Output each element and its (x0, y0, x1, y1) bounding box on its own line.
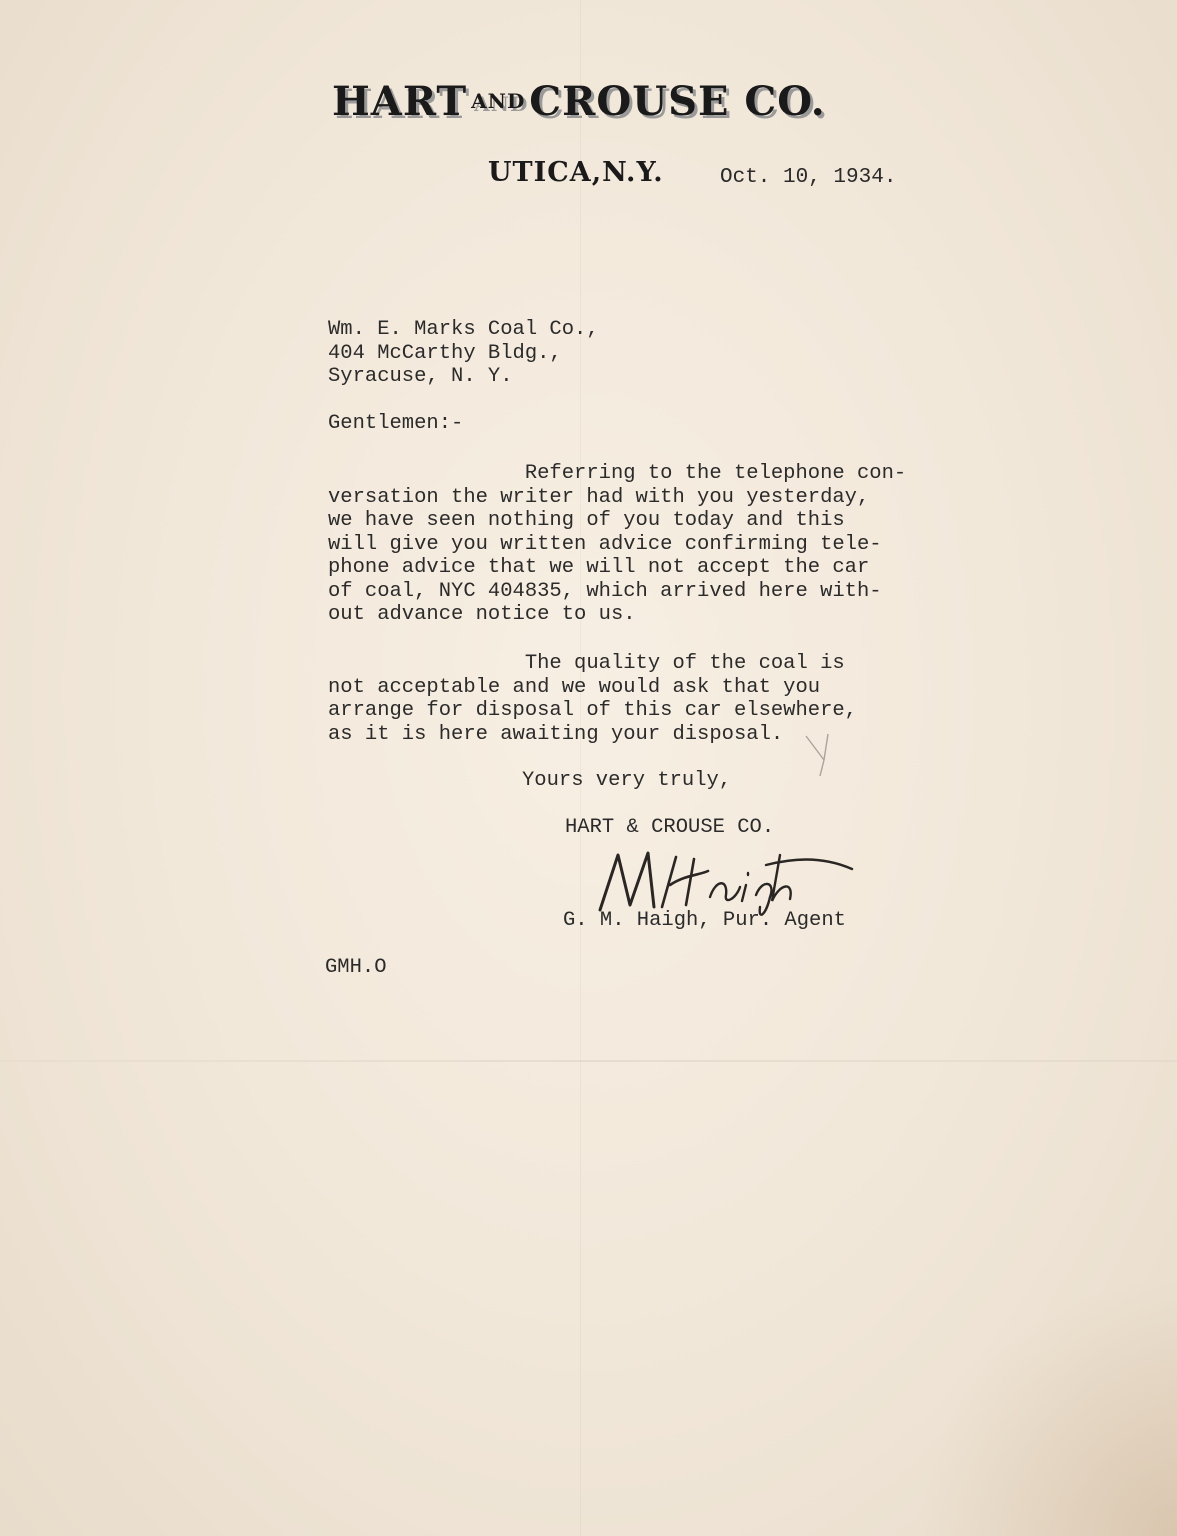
pencil-mark (800, 730, 840, 780)
paper-fold-vertical (580, 0, 581, 1536)
body-line: versation the writer had with you yesterday, (328, 485, 870, 509)
recipient-line: Syracuse, N. Y. (328, 365, 513, 388)
body-paragraph-1 (328, 462, 906, 627)
body-line: Referring to the telephone con- (328, 462, 907, 485)
signature-company: HART & CROUSE CO. (565, 816, 775, 839)
paper-fold-horizontal (0, 1060, 1177, 1062)
letterhead-city: UTICA,N.Y. (488, 157, 664, 188)
reference-initials: GMH.O (325, 956, 387, 979)
letter-date: Oct. 10, 1934. (720, 166, 897, 189)
recipient-address (328, 318, 599, 389)
body-line: arrange for disposal of this car elsewhere, (328, 699, 857, 722)
letterhead-word-crouse: CROUSE CO. (529, 78, 826, 125)
body-line: of coal, NYC 404835, which arrived here with- (328, 579, 882, 603)
letterhead-word-and: AND (471, 89, 526, 113)
body-line: as it is here awaiting your disposal. (328, 722, 784, 746)
recipient-line: 404 McCarthy Bldg., (328, 341, 562, 365)
body-line: The quality of the coal is (328, 652, 845, 675)
body-line: not acceptable and we would ask that you (328, 675, 821, 699)
body-line: phone advice that we will not accept the car (328, 556, 870, 579)
paper-stain (917, 1276, 1177, 1536)
signer-name: G. M. Haigh, Pur. Agent (563, 909, 846, 932)
letterhead-company (332, 78, 826, 125)
body-line: will give you written advice confirming tele- (328, 532, 882, 556)
body-paragraph-2 (328, 652, 857, 746)
recipient-line: Wm. E. Marks Coal Co., (328, 318, 599, 341)
body-line: we have seen nothing of you today and this (328, 509, 845, 532)
letterhead-word-hart: HART (332, 78, 468, 125)
complimentary-close: Yours very truly, (522, 769, 732, 792)
salutation: Gentlemen:- (328, 412, 464, 435)
body-line: out advance notice to us. (328, 603, 636, 626)
